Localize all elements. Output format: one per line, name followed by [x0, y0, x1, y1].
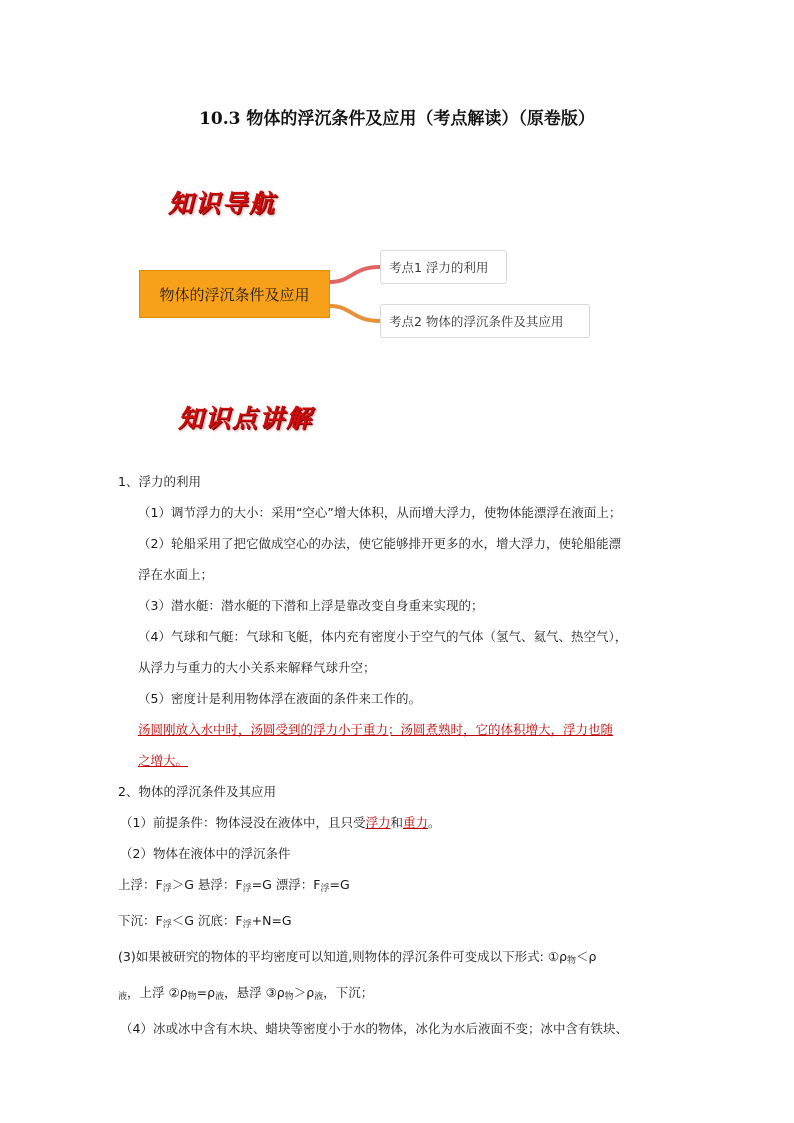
premise-line: （1）前提条件：物体浸没在液体中，且只受浮力和重力。 [120, 815, 441, 830]
keyword-buoyancy: 浮力 [365, 815, 391, 830]
mindmap-link-1 [330, 267, 380, 282]
paragraph: （5）密度计是利用物体浮在液面的条件来工作的。 [138, 691, 421, 706]
document-title: 10.3 物体的浮沉条件及应用（考点解读）（原卷版） [199, 109, 595, 129]
keyword-gravity: 重力 [403, 815, 429, 830]
density-conditions-line-1: (3)如果被研究的物体的平均密度可以知道,则物体的浮沉条件可变成以下形式: $①\rho_物<\rho$ [118, 949, 597, 966]
density-conditions-line-2: $_液$，上浮 $②\rho_物=\rho_液$，悬浮 $③\rho_物>\rho_液$，下沉； [118, 985, 374, 1002]
mindmap-node-topic-2: 考点2 物体的浮沉条件及其应用 [380, 304, 590, 338]
mindmap-connectors [0, 0, 794, 400]
highlighted-note: 之增大。 [138, 753, 189, 768]
knowledge-navigation-banner: 知识导航 [168, 189, 277, 218]
paragraph: （1）调节浮力的大小：采用“空心”增大体积，从而增大浮力，使物体能漂浮在液面上； [138, 505, 622, 520]
mindmap-link-2 [330, 306, 380, 321]
paragraph: （4）冰或冰中含有木块、蜡块等密度小于水的物体，冰化为水后液面不变；冰中含有铁块、 [120, 1021, 628, 1036]
conditions-title: （2）物体在液体中的浮沉条件 [120, 846, 291, 861]
conditions-row-1: 上浮：$F_浮>G$ 悬浮：$F_浮=G$ 漂浮：$F_浮=G$ [118, 877, 350, 894]
paragraph: （3）潜水艇：潜水艇的下潜和上浮是靠改变自身重来实现的； [138, 598, 484, 613]
paragraph: 从浮力与重力的大小关系来解释气球升空； [138, 660, 376, 675]
mindmap-node-topic-1: 考点1 浮力的利用 [380, 250, 507, 284]
highlighted-note: 汤圆刚放入水中时，汤圆受到的浮力小于重力；汤圆煮熟时，它的体积增大，浮力也随 [138, 722, 614, 737]
mindmap-root-node: 物体的浮沉条件及应用 [139, 270, 330, 318]
knowledge-explanation-banner: 知识点讲解 [178, 404, 314, 433]
paragraph: （4）气球和气艇：气球和飞艇，体内充有密度小于空气的气体（氢气、氦气、热空气）， [138, 629, 628, 644]
document-body [118, 466, 688, 1044]
paragraph: （2）轮船采用了把它做成空心的办法，使它能够排开更多的水，增大浮力，使轮船能漂 [138, 536, 621, 551]
section-2-heading: 2、物体的浮沉条件及其应用 [118, 784, 276, 799]
section-1-heading: 1、浮力的利用 [118, 474, 201, 489]
paragraph: 浮在水面上； [138, 567, 214, 582]
conditions-row-2: 下沉：$F_浮<G$ 沉底：$F_浮+N=G$ [118, 913, 292, 930]
